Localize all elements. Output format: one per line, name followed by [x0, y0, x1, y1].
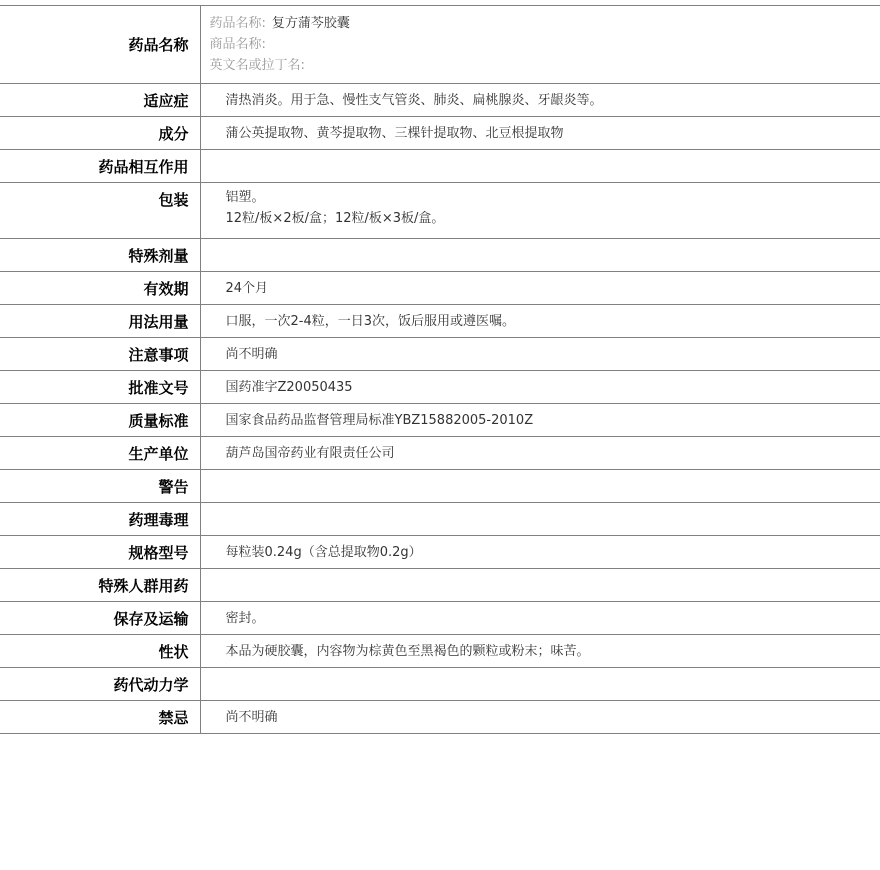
packaging-line-2: 12粒/板×2板/盒；12粒/板×3板/盒。: [225, 211, 445, 226]
value-interaction: [200, 150, 880, 183]
english-name-key: 英文名或拉丁名:: [209, 58, 305, 73]
value-toxicology: [200, 503, 880, 536]
label-warning: 警告: [0, 470, 200, 503]
value-shelf-life: 24个月: [200, 272, 880, 305]
value-manufacturer: 葫芦岛国帝药业有限责任公司: [200, 437, 880, 470]
row-toxicology: [0, 503, 880, 536]
value-approval: 国药准字Z20050435: [200, 371, 880, 404]
trade-name-key: 商品名称:: [209, 37, 266, 52]
row-special-dosage: [0, 239, 880, 272]
row-contraindications: [0, 701, 880, 734]
value-storage: 密封。: [200, 602, 880, 635]
label-pharmacokinetics: 药代动力学: [0, 668, 200, 701]
value-drug-names: [200, 6, 880, 84]
row-storage: [0, 602, 880, 635]
value-contraindications: 尚不明确: [200, 701, 880, 734]
row-drug-name: [0, 6, 880, 84]
value-specification: 每粒装0.24g（含总提取物0.2g）: [200, 536, 880, 569]
row-usage: [0, 305, 880, 338]
row-specification: [0, 536, 880, 569]
label-specification: 规格型号: [0, 536, 200, 569]
label-interaction: 药品相互作用: [0, 150, 200, 183]
label-usage: 用法用量: [0, 305, 200, 338]
label-special-groups: 特殊人群用药: [0, 569, 200, 602]
label-packaging: 包装: [0, 183, 200, 239]
row-precautions: [0, 338, 880, 371]
generic-name-line: [210, 13, 880, 34]
row-description: [0, 635, 880, 668]
value-ingredients: 蒲公英提取物、黄芩提取物、三棵针提取物、北豆根提取物: [200, 117, 880, 150]
value-special-dosage: [200, 239, 880, 272]
row-shelf-life: [0, 272, 880, 305]
value-packaging: [200, 183, 880, 239]
value-usage: 口服，一次2-4粒，一日3次，饭后服用或遵医嘱。: [200, 305, 880, 338]
row-interaction: [0, 150, 880, 183]
label-precautions: 注意事项: [0, 338, 200, 371]
row-ingredients: [0, 117, 880, 150]
generic-name-key: 药品名称:: [209, 16, 266, 31]
value-pharmacokinetics: [200, 668, 880, 701]
row-approval: [0, 371, 880, 404]
row-pharmacokinetics: [0, 668, 880, 701]
generic-name-value: 复方蒲芩胶囊: [271, 16, 350, 31]
label-contraindications: 禁忌: [0, 701, 200, 734]
row-standard: [0, 404, 880, 437]
value-special-groups: [200, 569, 880, 602]
row-manufacturer: [0, 437, 880, 470]
packaging-line-1: 铝塑。: [225, 190, 265, 205]
label-drug-name: 药品名称: [0, 6, 200, 84]
value-standard: 国家食品药品监督管理局标准YBZ15882005-2010Z: [200, 404, 880, 437]
label-shelf-life: 有效期: [0, 272, 200, 305]
value-warning: [200, 470, 880, 503]
value-indication: 清热消炎。用于急、慢性支气管炎、肺炎、扁桃腺炎、牙龈炎等。: [200, 84, 880, 117]
trade-name-line: [210, 34, 880, 55]
row-indication: [0, 84, 880, 117]
english-name-line: [210, 55, 880, 76]
label-standard: 质量标准: [0, 404, 200, 437]
row-packaging: [0, 183, 880, 239]
value-description: 本品为硬胶囊，内容物为棕黄色至黑褐色的颗粒或粉末；味苦。: [200, 635, 880, 668]
label-manufacturer: 生产单位: [0, 437, 200, 470]
label-approval: 批准文号: [0, 371, 200, 404]
row-warning: [0, 470, 880, 503]
row-special-groups: [0, 569, 880, 602]
label-toxicology: 药理毒理: [0, 503, 200, 536]
label-indication: 适应症: [0, 84, 200, 117]
label-storage: 保存及运输: [0, 602, 200, 635]
name-block: [201, 13, 880, 76]
drug-info-table: [0, 5, 880, 734]
value-precautions: 尚不明确: [200, 338, 880, 371]
label-description: 性状: [0, 635, 200, 668]
label-ingredients: 成分: [0, 117, 200, 150]
label-special-dosage: 特殊剂量: [0, 239, 200, 272]
